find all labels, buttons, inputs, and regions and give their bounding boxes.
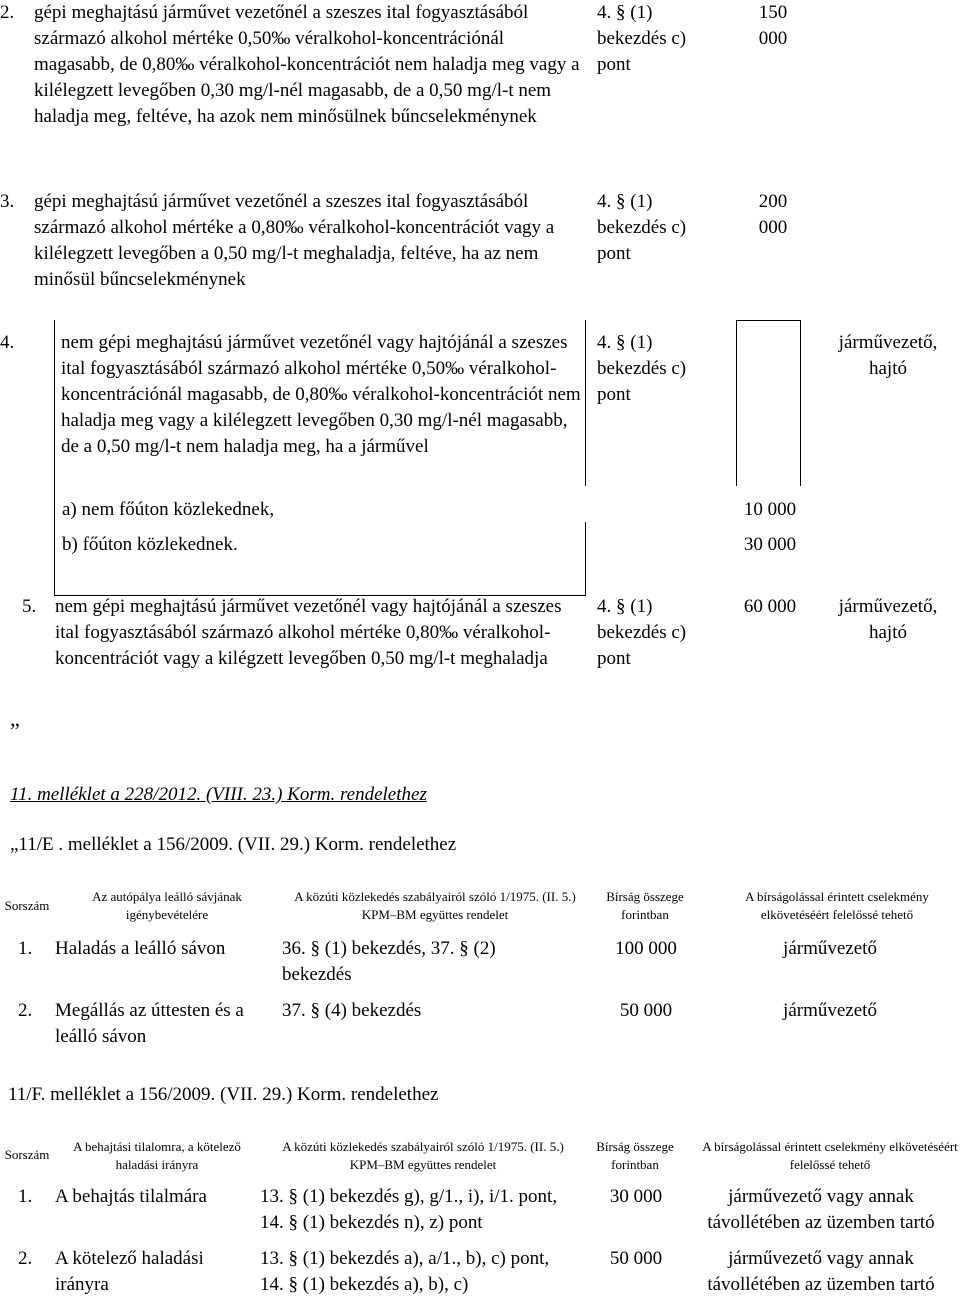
- row-responsible-party: járművezető vagy annak távollétében az üzemben tartó: [707, 1248, 935, 1295]
- row-number: 1.: [18, 938, 33, 959]
- row-legal-reference: 13. § (1) bekezdés a), a/1., b), c) pont, 14. § (1) bekezdés a), b), c): [260, 1248, 550, 1295]
- row-legal-reference: 4. § (1) bekezdés c) pont: [597, 596, 687, 669]
- row-number: 1.: [18, 1186, 33, 1207]
- header-responsible-party: A bírságolással érintett cselekmény elkövetéséért felelőssé tehető: [745, 889, 929, 922]
- sub-item-label: b) főúton közlekednek.: [62, 534, 238, 555]
- row-legal-reference: 4. § (1) bekezdés c) pont: [597, 191, 687, 264]
- header-subject: A behajtási tilalomra, a kötelező haladási irányra: [73, 1139, 241, 1172]
- sub-item-amount: 30 000: [743, 534, 797, 555]
- cell-border: [736, 320, 800, 321]
- row-description: A behajtás tilalmára: [55, 1186, 207, 1207]
- row-description: gépi meghajtású járművet vezetőnél a szeszes ital fogyasztásából származó alkohol mértéke 0,50‰ véralkohol-koncentrációnál magasabb, de 0,80‰ véralkohol-koncentrációt nem haladja meg vagy a kilélegzett levegőben 0,30 mg/l-nél magasabb, de a 0,50 mg/l-t nem haladja meg, feltéve, ha azok nem minősülnek bűncselekménynek: [34, 2, 580, 127]
- cell-border: [585, 320, 586, 486]
- sub-item-amount: 10 000: [743, 499, 797, 520]
- row-responsible-party: járművezető, hajtó: [838, 332, 938, 379]
- row-number: 5.: [22, 596, 37, 617]
- header-fine-amount: Bírság összege forintban: [606, 889, 684, 922]
- row-legal-reference: 4. § (1) bekezdés c) pont: [597, 2, 687, 75]
- header-responsible-party: A bírságolással érintett cselekmény elkövetéséért felelőssé tehető: [702, 1139, 958, 1172]
- row-responsible-party: járművezető vagy annak távollétében az üzemben tartó: [707, 1186, 935, 1233]
- header-fine-amount: Bírság összege forintban: [596, 1139, 674, 1172]
- cell-border: [800, 320, 801, 486]
- annex-11-heading: 11. melléklet a 228/2012. (VIII. 23.) Korm. rendelethez: [10, 784, 427, 805]
- row-legal-reference: 13. § (1) bekezdés g), g/1., i), i/1. pont, 14. § (1) bekezdés n), z) pont: [260, 1186, 558, 1233]
- header-legal-basis: A közúti közlekedés szabályairól szóló 1/1975. (II. 5.) KPM–BM együttes rendelet: [294, 889, 576, 922]
- row-responsible-party: járművezető: [783, 1000, 877, 1021]
- row-fine-amount: 30 000: [609, 1186, 663, 1207]
- sub-item-label: a) nem főúton közlekednek,: [62, 499, 275, 520]
- row-description: nem gépi meghajtású járművet vezetőnél vagy hajtójánál a szeszes ital fogyasztásából származó alkohol mértéke 0,50‰ véralkohol-koncentrációnál magasabb, de 0,80‰ véralkohol-koncentrációt nem haladja meg vagy a kilélegzett levegőben 0,30 mg/l-nél magasabb, de a 0,50 mg/l-t nem haladja meg, ha a járművel: [61, 332, 581, 457]
- closing-quote: ”: [10, 718, 20, 743]
- cell-border: [585, 522, 586, 596]
- header-serial-number: Sorszám: [4, 898, 50, 913]
- row-number: 2.: [0, 2, 15, 23]
- row-fine-amount: 60 000: [743, 596, 797, 617]
- row-fine-amount: 100 000: [615, 938, 677, 959]
- row-description: Megállás az úttesten és a leálló sávon: [55, 1000, 244, 1047]
- row-responsible-party: járművezető, hajtó: [838, 596, 938, 643]
- row-fine-amount: 200 000: [758, 191, 788, 238]
- row-fine-amount: 50 000: [619, 1000, 673, 1021]
- row-description: Haladás a leálló sávon: [55, 938, 226, 959]
- row-number: 4.: [0, 332, 15, 353]
- row-legal-reference: 37. § (4) bekezdés: [282, 1000, 422, 1021]
- row-number: 2.: [18, 1000, 33, 1021]
- row-legal-reference: 36. § (1) bekezdés, 37. § (2) bekezdés: [282, 938, 496, 985]
- row-description: nem gépi meghajtású járművet vezetőnél vagy hajtójánál a szeszes ital fogyasztásából származó alkohol mértéke 0,80‰ véralkohol-koncentrációt vagy a kilégzett levegőben 0,50 mg/l-t meghaladja: [55, 596, 562, 669]
- row-legal-reference: 4. § (1) bekezdés c) pont: [597, 332, 687, 405]
- row-description: gépi meghajtású járművet vezetőnél a szeszes ital fogyasztásából származó alkohol mértéke a 0,80‰ véralkohol-koncentrációt vagy a kilélegzett levegőben a 0,50 mg/l-t meghaladja, feltéve, ha az nem minősül bűncselekménynek: [34, 191, 555, 290]
- cell-border: [54, 320, 55, 596]
- header-subject: Az autópálya leálló sávjának igénybevételére: [92, 889, 242, 922]
- row-number: 3.: [0, 191, 15, 212]
- annex-11f-title: 11/F. melléklet a 156/2009. (VII. 29.) Korm. rendelethez: [8, 1084, 439, 1105]
- header-legal-basis: A közúti közlekedés szabályairól szóló 1/1975. (II. 5.) KPM–BM együttes rendelet: [282, 1139, 564, 1172]
- row-fine-amount: 150 000: [758, 2, 788, 49]
- header-serial-number: Sorszám: [4, 1147, 50, 1162]
- row-responsible-party: járművezető: [783, 938, 877, 959]
- row-number: 2.: [18, 1248, 33, 1269]
- row-fine-amount: 50 000: [609, 1248, 663, 1269]
- cell-border: [736, 320, 737, 486]
- annex-11e-title: „11/E . melléklet a 156/2009. (VII. 29.) Korm. rendelethez: [10, 834, 457, 855]
- row-description: A kötelező haladási irányra: [55, 1248, 204, 1295]
